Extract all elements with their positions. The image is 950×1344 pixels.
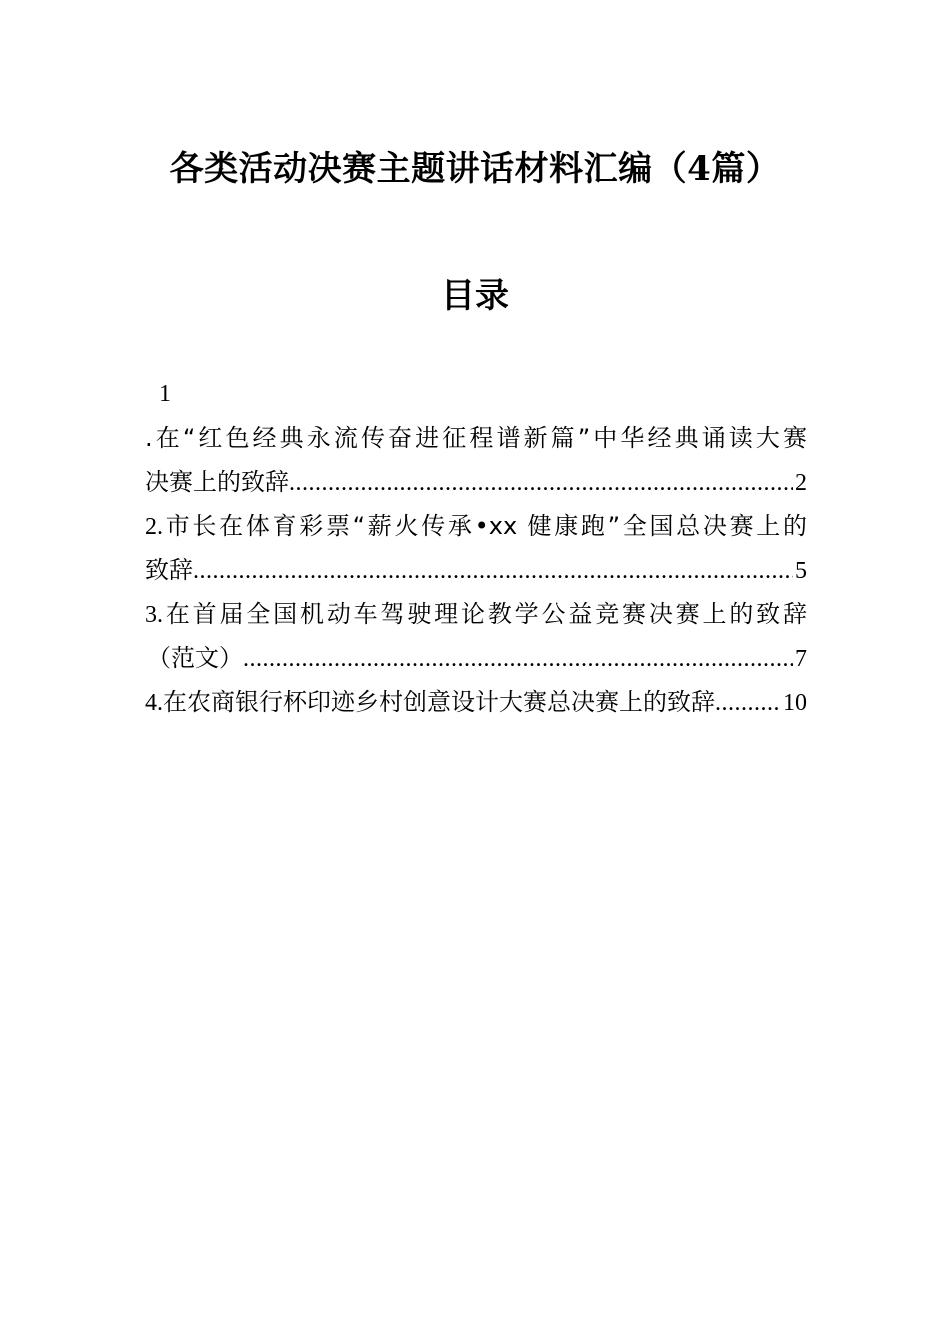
toc-entry-3-title-head: 在首届全国机动车驾驶理论教学公益竞赛决赛上的致辞 — [163, 600, 807, 628]
toc-entry-3-title-tail: （范文） — [147, 644, 243, 672]
toc-entry-1-number: 1 — [159, 381, 171, 407]
toc-entry-4-title-text: 在农商银行杯印迹乡村创意设计大赛总决赛上的致辞 — [163, 688, 715, 716]
toc-heading: 目录 — [441, 276, 509, 316]
toc-entry-4-dot-leader — [715, 681, 781, 724]
toc-entry-2-title-head: 市长在体育彩票“薪火传承•xx 健康跑”全国总决赛上的 — [163, 512, 807, 540]
table-of-contents — [145, 372, 807, 724]
toc-entry-1-page-number: 2 — [795, 470, 807, 496]
toc-entry-3-dot-leader — [243, 637, 793, 680]
toc-entry-2-title-tail: 致辞 — [145, 556, 193, 584]
toc-entry-1-title-line1[interactable]: .在“红色经典永流传奋进征程谱新篇”中华经典诵读大赛 — [145, 424, 807, 452]
toc-entry-1-dot-leader — [289, 461, 793, 504]
toc-entry-4-page-number: 10 — [783, 690, 807, 716]
toc-entry-2-page-number: 5 — [795, 558, 807, 584]
toc-entry-2-title-line1[interactable] — [145, 504, 807, 548]
toc-entry-2-title-line2[interactable] — [145, 548, 807, 592]
toc-entry-3-number: 3. — [145, 602, 163, 628]
toc-entry-1-title-tail: 决赛上的致辞 — [145, 468, 289, 496]
toc-entry-4-title-head — [145, 680, 715, 724]
toc-entry-3-page-number: 7 — [795, 646, 807, 672]
toc-entry-4-title-line1[interactable] — [145, 680, 807, 724]
toc-entry-2-dot-leader — [193, 549, 793, 592]
document-title: 各类活动决赛主题讲话材料汇编（4篇） — [169, 149, 781, 189]
toc-entry-3-title-line1[interactable] — [145, 592, 807, 636]
toc-entry-1-title-line2[interactable] — [145, 460, 807, 504]
toc-entry-4-number: 4. — [145, 690, 163, 716]
toc-entry-3-title-line2[interactable] — [145, 636, 807, 680]
toc-entry-2-number: 2. — [145, 514, 163, 540]
